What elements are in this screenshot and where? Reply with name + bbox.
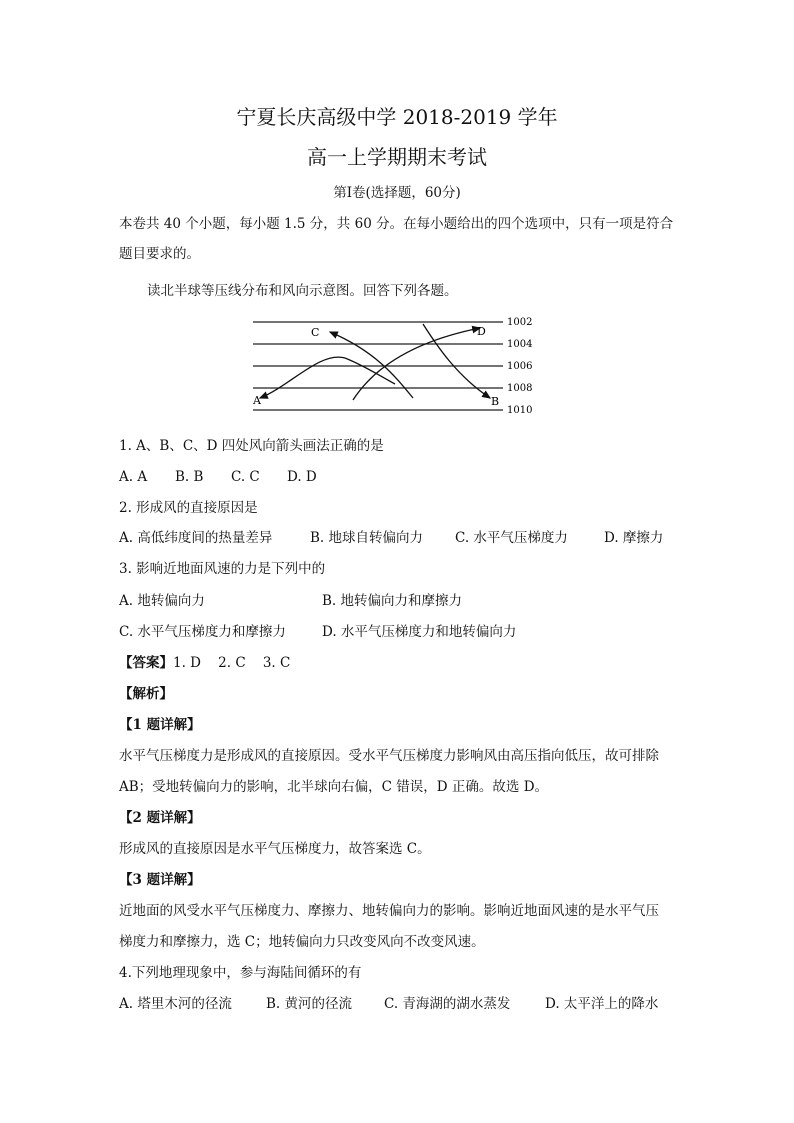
q4-option-a: A. 塔里木河的径流	[119, 996, 232, 1012]
isobar-wind-diagram	[245, 306, 545, 418]
question-3: 3. 影响近地面风速的力是下列中的	[119, 561, 326, 577]
label-d: D	[477, 325, 486, 338]
q4-option-d: D. 太平洋上的降水	[545, 996, 659, 1012]
question-1: 1. A、B、C、D 四处风向箭头画法正确的是	[119, 438, 384, 454]
analysis-label: 【解析】	[119, 686, 173, 702]
detail-3-label: 【3 题详解】	[119, 872, 201, 888]
answer-line	[119, 653, 290, 673]
isobar-label-1010: 1010	[507, 405, 533, 416]
q2-option-d: D. 摩擦力	[604, 530, 664, 546]
q2-option-b: B. 地球自转偏向力	[310, 530, 424, 546]
answer-text: 1. D 2. C 3. C	[173, 655, 291, 671]
question-2: 2. 形成风的直接原因是	[119, 500, 258, 516]
q3-option-c: C. 水平气压梯度力和摩擦力	[119, 624, 286, 640]
label-a: A	[253, 394, 261, 407]
label-c: C	[311, 326, 320, 339]
detail-3-line-2: 梯度力和摩擦力，选 C；地转偏向力只改变风向不改变风速。	[119, 934, 485, 950]
detail-1-line-1: 水平气压梯度力是形成风的直接原因。受水平气压梯度力影响风由高压指向低压，故可排除	[119, 748, 659, 764]
isobar-label-1004: 1004	[507, 339, 533, 350]
detail-1-label: 【1 题详解】	[119, 717, 201, 733]
arrow-d	[353, 328, 480, 400]
arrow-a	[260, 357, 395, 398]
q1-option-a: A. A	[119, 469, 148, 485]
q1-option-c: C. C	[231, 469, 260, 485]
isobar-label-1006: 1006	[507, 361, 533, 372]
q2-option-a: A. 高低纬度间的热量差异	[119, 530, 273, 546]
question-4: 4.下列地理现象中，参与海陆间循环的有	[119, 965, 362, 981]
isobar-label-1008: 1008	[507, 383, 533, 394]
q1-option-b: B. B	[175, 469, 204, 485]
q4-option-c: C. 青海湖的湖水蒸发	[384, 996, 511, 1012]
detail-2-line-1: 形成风的直接原因是水平气压梯度力，故答案选 C。	[119, 841, 431, 857]
detail-1-line-2: AB；受地转偏向力的影响，北半球向右偏，C 错误，D 正确。故选 D。	[119, 779, 549, 795]
page-subtitle: 高一上学期期末考试	[307, 145, 487, 169]
q3-option-d: D. 水平气压梯度力和地转偏向力	[322, 624, 517, 640]
detail-2-label: 【2 题详解】	[119, 810, 201, 826]
question-stem-intro: 读北半球等压线分布和风向示意图。回答下列各题。	[147, 283, 458, 299]
q2-option-c: C. 水平气压梯度力	[455, 530, 568, 546]
q4-option-b: B. 黄河的径流	[266, 996, 353, 1012]
label-b: B	[491, 395, 500, 408]
q1-option-d: D. D	[287, 469, 317, 485]
q3-option-b: B. 地转偏向力和摩擦力	[322, 593, 463, 609]
section-heading: 第Ⅰ卷(选择题，60分)	[333, 185, 461, 201]
instructions: 本卷共 40 个小题，每小题 1.5 分，共 60 分。在每小题给出的四个选项中，只有一项是符合题目要求的。	[119, 216, 674, 262]
detail-3-line-1: 近地面的风受水平气压梯度力、摩擦力、地转偏向力的影响。影响近地面风速的是水平气压	[119, 903, 659, 919]
page-title: 宁夏长庆高级中学 2018-2019 学年	[236, 105, 558, 129]
isobar-label-1002: 1002	[507, 317, 533, 328]
answer-label: 【答案】	[119, 655, 173, 671]
q3-option-a: A. 地转偏向力	[119, 593, 205, 609]
